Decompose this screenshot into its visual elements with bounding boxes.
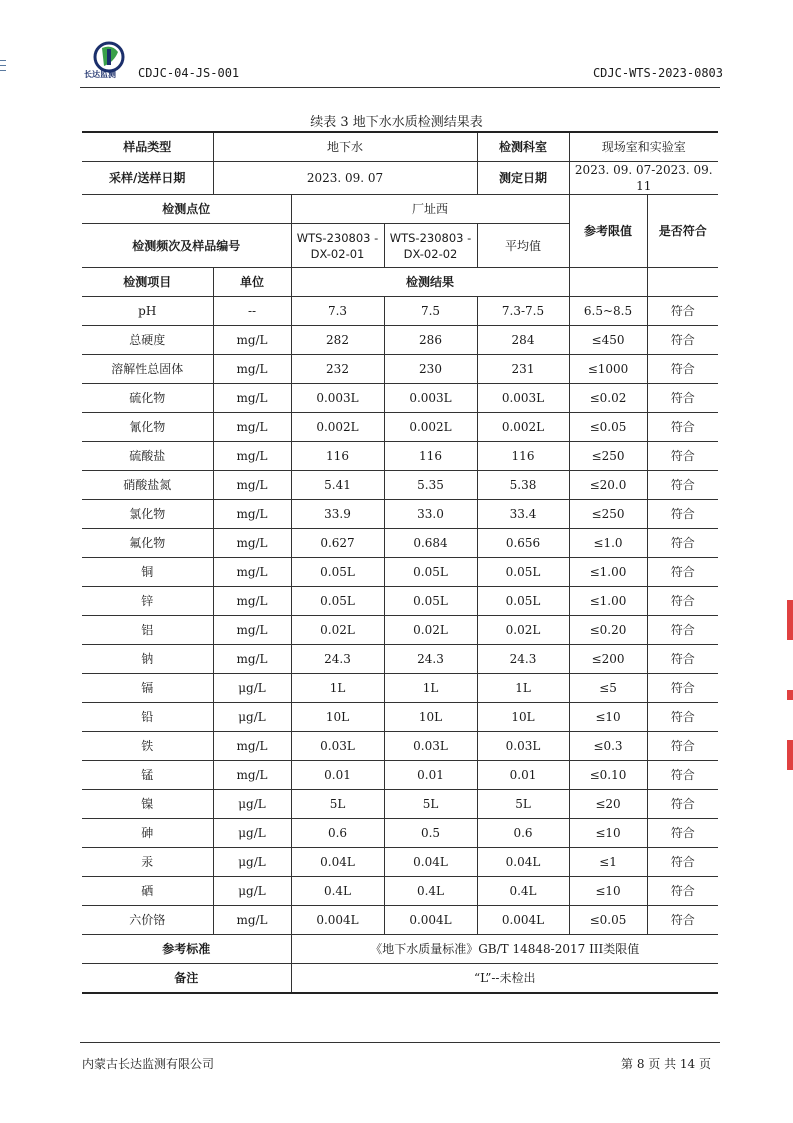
table-row (82, 906, 718, 935)
reference-limit: ≤0.02 (569, 384, 647, 413)
table-row (82, 732, 718, 761)
conformity: 符合 (647, 732, 718, 761)
result-sample1: 0.04L (291, 848, 384, 877)
conform-header-blank (647, 268, 718, 297)
unit: mg/L (213, 761, 291, 790)
table-row (82, 587, 718, 616)
point-label: 检测点位 (82, 195, 291, 224)
conformity: 符合 (647, 529, 718, 558)
result-sample2: 7.5 (384, 297, 477, 326)
result-average: 0.01 (477, 761, 569, 790)
unit: μg/L (213, 674, 291, 703)
table-row (82, 848, 718, 877)
conformity: 符合 (647, 906, 718, 935)
result-sample1: 10L (291, 703, 384, 732)
result-sample1: 5L (291, 790, 384, 819)
reference-row (82, 935, 718, 964)
result-sample1: 0.002L (291, 413, 384, 442)
conform-header: 是否符合 (647, 195, 718, 268)
unit: μg/L (213, 790, 291, 819)
results-table (82, 131, 718, 994)
result-average: 0.02L (477, 616, 569, 645)
conformity: 符合 (647, 297, 718, 326)
unit: mg/L (213, 558, 291, 587)
conformity: 符合 (647, 355, 718, 384)
reference-limit: ≤250 (569, 500, 647, 529)
unit: mg/L (213, 500, 291, 529)
result-average: 0.05L (477, 587, 569, 616)
result-sample2: 230 (384, 355, 477, 384)
unit: mg/L (213, 471, 291, 500)
item-name: 镉 (82, 674, 213, 703)
conformity: 符合 (647, 645, 718, 674)
result-average: 0.6 (477, 819, 569, 848)
result-sample2: 0.05L (384, 558, 477, 587)
table-row (82, 471, 718, 500)
table-row (82, 819, 718, 848)
page-number: 第 8 页 共 14 页 (621, 1057, 711, 1071)
table-row (82, 442, 718, 471)
point-value: 厂址西 (291, 195, 569, 224)
item-name: 溶解性总固体 (82, 355, 213, 384)
reference-limit: ≤0.05 (569, 413, 647, 442)
conformity: 符合 (647, 761, 718, 790)
result-sample2: 0.684 (384, 529, 477, 558)
freq-label: 检测频次及样品编号 (82, 224, 291, 268)
item-name: 氟化物 (82, 529, 213, 558)
table-row (82, 761, 718, 790)
item-name: 硒 (82, 877, 213, 906)
item-name: 硝酸盐氮 (82, 471, 213, 500)
result-sample2: 0.05L (384, 587, 477, 616)
table-row (82, 703, 718, 732)
sample-type-label: 样品类型 (82, 132, 213, 162)
header-row-point (82, 195, 718, 224)
unit: μg/L (213, 848, 291, 877)
conformity: 符合 (647, 790, 718, 819)
unit: mg/L (213, 384, 291, 413)
test-date-label: 测定日期 (477, 162, 569, 195)
sample2-id: WTS-230803 -DX-02-02 (384, 224, 477, 268)
item-name: 硫酸盐 (82, 442, 213, 471)
result-average: 33.4 (477, 500, 569, 529)
table-row (82, 529, 718, 558)
seal-edge-mark (787, 740, 793, 770)
result-sample2: 0.04L (384, 848, 477, 877)
header-row-items (82, 268, 718, 297)
result-average: 7.3-7.5 (477, 297, 569, 326)
reference-limit: ≤0.20 (569, 616, 647, 645)
conformity: 符合 (647, 848, 718, 877)
result-header: 检测结果 (291, 268, 569, 297)
result-sample1: 232 (291, 355, 384, 384)
reference-limit: ≤250 (569, 442, 647, 471)
table-row (82, 558, 718, 587)
reference-limit: ≤10 (569, 877, 647, 906)
item-header: 检测项目 (82, 268, 213, 297)
info-row-sample-type (82, 132, 718, 162)
result-sample1: 0.01 (291, 761, 384, 790)
result-sample2: 0.01 (384, 761, 477, 790)
unit: μg/L (213, 819, 291, 848)
conformity: 符合 (647, 587, 718, 616)
result-average: 1L (477, 674, 569, 703)
item-name: 钠 (82, 645, 213, 674)
table-row (82, 790, 718, 819)
table-row (82, 674, 718, 703)
conformity: 符合 (647, 616, 718, 645)
conformity: 符合 (647, 674, 718, 703)
limit-header-blank (569, 268, 647, 297)
sampling-date-label: 采样/送样日期 (82, 162, 213, 195)
unit: μg/L (213, 877, 291, 906)
reference-value: 《地下水质量标准》GB/T 14848-2017 III类限值 (291, 935, 718, 964)
lab-value: 现场室和实验室 (569, 132, 718, 162)
item-name: 氰化物 (82, 413, 213, 442)
seal-edge-mark (787, 690, 793, 700)
conformity: 符合 (647, 413, 718, 442)
average-header: 平均值 (477, 224, 569, 268)
table-row (82, 297, 718, 326)
binding-marks (0, 60, 6, 80)
unit: mg/L (213, 616, 291, 645)
unit: mg/L (213, 326, 291, 355)
table-row (82, 645, 718, 674)
result-average: 0.002L (477, 413, 569, 442)
result-sample1: 0.03L (291, 732, 384, 761)
result-sample2: 1L (384, 674, 477, 703)
result-sample2: 0.03L (384, 732, 477, 761)
reference-limit: ≤1.00 (569, 587, 647, 616)
info-row-dates (82, 162, 718, 195)
reference-limit: ≤5 (569, 674, 647, 703)
sampling-date-value: 2023. 09. 07 (213, 162, 477, 195)
result-average: 0.05L (477, 558, 569, 587)
result-sample2: 0.5 (384, 819, 477, 848)
result-sample1: 24.3 (291, 645, 384, 674)
result-sample2: 0.02L (384, 616, 477, 645)
result-sample1: 0.02L (291, 616, 384, 645)
reference-limit: ≤1.0 (569, 529, 647, 558)
company-name: 内蒙古长达监测有限公司 (82, 1057, 215, 1071)
table-row (82, 413, 718, 442)
result-sample1: 282 (291, 326, 384, 355)
reference-limit: ≤10 (569, 703, 647, 732)
reference-limit: 6.5~8.5 (569, 297, 647, 326)
reference-limit: ≤20 (569, 790, 647, 819)
table-row (82, 384, 718, 413)
result-sample1: 0.6 (291, 819, 384, 848)
unit: mg/L (213, 587, 291, 616)
table-title: 续表 3 地下水水质检测结果表 (310, 115, 483, 130)
item-name: 氯化物 (82, 500, 213, 529)
reference-limit: ≤1 (569, 848, 647, 877)
result-average: 10L (477, 703, 569, 732)
result-sample2: 5.35 (384, 471, 477, 500)
lab-label: 检测科室 (477, 132, 569, 162)
table-row (82, 877, 718, 906)
remark-row (82, 964, 718, 994)
result-sample1: 5.41 (291, 471, 384, 500)
reference-limit: ≤200 (569, 645, 647, 674)
conformity: 符合 (647, 877, 718, 906)
conformity: 符合 (647, 384, 718, 413)
result-average: 116 (477, 442, 569, 471)
unit: mg/L (213, 732, 291, 761)
unit: μg/L (213, 703, 291, 732)
table-row (82, 326, 718, 355)
item-name: 砷 (82, 819, 213, 848)
result-sample1: 0.4L (291, 877, 384, 906)
test-date-value: 2023. 09. 07-2023. 09. 11 (569, 162, 718, 195)
item-name: 六价铬 (82, 906, 213, 935)
result-sample1: 1L (291, 674, 384, 703)
document-code-left: CDJC-04-JS-001 (138, 66, 240, 80)
result-average: 0.003L (477, 384, 569, 413)
result-sample2: 0.003L (384, 384, 477, 413)
result-average: 0.04L (477, 848, 569, 877)
item-name: pH (82, 297, 213, 326)
item-name: 汞 (82, 848, 213, 877)
unit: mg/L (213, 645, 291, 674)
reference-limit: ≤1000 (569, 355, 647, 384)
conformity: 符合 (647, 500, 718, 529)
result-sample2: 286 (384, 326, 477, 355)
result-sample2: 0.002L (384, 413, 477, 442)
result-sample2: 0.004L (384, 906, 477, 935)
conformity: 符合 (647, 819, 718, 848)
item-name: 镍 (82, 790, 213, 819)
conformity: 符合 (647, 442, 718, 471)
result-sample1: 0.003L (291, 384, 384, 413)
result-sample2: 5L (384, 790, 477, 819)
result-average: 0.004L (477, 906, 569, 935)
item-name: 铅 (82, 703, 213, 732)
reference-limit: ≤0.3 (569, 732, 647, 761)
remark-value: “L”--未检出 (291, 964, 718, 994)
result-average: 0.656 (477, 529, 569, 558)
conformity: 符合 (647, 326, 718, 355)
footer-divider (80, 1042, 720, 1043)
unit: mg/L (213, 413, 291, 442)
unit: mg/L (213, 529, 291, 558)
item-name: 铜 (82, 558, 213, 587)
conformity: 符合 (647, 558, 718, 587)
reference-limit: ≤450 (569, 326, 647, 355)
result-sample1: 33.9 (291, 500, 384, 529)
reference-limit: ≤0.05 (569, 906, 647, 935)
item-name: 锰 (82, 761, 213, 790)
result-average: 24.3 (477, 645, 569, 674)
reference-label: 参考标准 (82, 935, 291, 964)
result-sample1: 0.05L (291, 558, 384, 587)
result-average: 5.38 (477, 471, 569, 500)
result-sample1: 7.3 (291, 297, 384, 326)
result-sample2: 24.3 (384, 645, 477, 674)
unit: mg/L (213, 442, 291, 471)
document-code-right: CDJC-WTS-2023-0803 (592, 66, 723, 80)
table-row (82, 355, 718, 384)
limit-header: 参考限值 (569, 195, 647, 268)
remark-label: 备注 (82, 964, 291, 994)
item-name: 硫化物 (82, 384, 213, 413)
reference-limit: ≤20.0 (569, 471, 647, 500)
unit: mg/L (213, 355, 291, 384)
result-sample1: 0.05L (291, 587, 384, 616)
result-average: 0.03L (477, 732, 569, 761)
sample-type-value: 地下水 (213, 132, 477, 162)
seal-edge-mark (787, 600, 793, 640)
conformity: 符合 (647, 471, 718, 500)
item-name: 铁 (82, 732, 213, 761)
sample1-id: WTS-230803 -DX-02-01 (291, 224, 384, 268)
unit-header: 单位 (213, 268, 291, 297)
result-average: 231 (477, 355, 569, 384)
table-row (82, 500, 718, 529)
logo-text: 长达监测 (84, 70, 116, 79)
result-sample2: 116 (384, 442, 477, 471)
result-average: 5L (477, 790, 569, 819)
result-sample2: 0.4L (384, 877, 477, 906)
unit: -- (213, 297, 291, 326)
table-row (82, 616, 718, 645)
result-average: 0.4L (477, 877, 569, 906)
conformity: 符合 (647, 703, 718, 732)
result-sample1: 0.004L (291, 906, 384, 935)
result-sample2: 33.0 (384, 500, 477, 529)
header-divider (80, 87, 720, 88)
result-sample1: 0.627 (291, 529, 384, 558)
result-average: 284 (477, 326, 569, 355)
item-name: 铝 (82, 616, 213, 645)
unit: mg/L (213, 906, 291, 935)
reference-limit: ≤1.00 (569, 558, 647, 587)
reference-limit: ≤0.10 (569, 761, 647, 790)
item-name: 总硬度 (82, 326, 213, 355)
result-sample2: 10L (384, 703, 477, 732)
item-name: 锌 (82, 587, 213, 616)
result-sample1: 116 (291, 442, 384, 471)
reference-limit: ≤10 (569, 819, 647, 848)
